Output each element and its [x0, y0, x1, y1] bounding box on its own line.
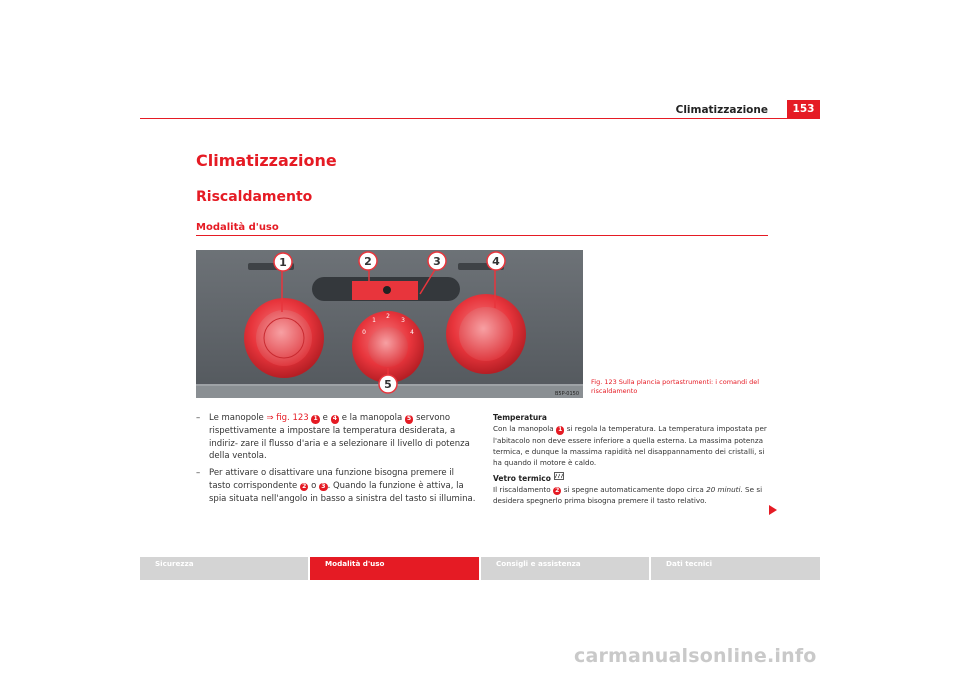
svg-text:1: 1 [372, 317, 376, 324]
callout-3: 3 [433, 255, 441, 268]
page-number: 153 [787, 100, 820, 118]
air-distribution-knob [446, 294, 526, 374]
chapter-title: Climatizzazione [196, 151, 337, 170]
tab-modalita-duso[interactable]: Modalità d'uso [310, 557, 479, 580]
subsection-title: Modalità d'uso [196, 222, 279, 233]
heater-controls-figure [196, 250, 583, 398]
subsection-rule [196, 235, 768, 236]
callout-a5-icon: 5 [405, 415, 414, 424]
svg-text:0: 0 [362, 329, 366, 336]
callout-a2-icon: 2 [553, 487, 562, 496]
watermark: carmanualsonline.info [574, 645, 817, 667]
callout-a1-icon: 1 [556, 426, 565, 435]
section-title: Riscaldamento [196, 189, 313, 205]
callout-a2-icon: 2 [300, 483, 309, 492]
rear-window-paragraph: Il riscaldamento 2 si spegne automaticamente dopo circa 20 minuti. Se si desidera spegnerlo prima bisogna premere il tasto relativo. [493, 484, 763, 505]
figure-reference-link[interactable]: ⇒ fig. 123 [266, 413, 309, 423]
svg-text:2: 2 [386, 313, 390, 320]
callout-4: 4 [492, 255, 500, 268]
bullet-knobs: – Le manopole ⇒ fig. 123 1 e 4 e la manopola 5 servono rispettivamente a impostare la temperatura desiderata, a indiriz- zare il flusso d'aria e a selezionare il livello di potenza della ventola. [196, 413, 470, 462]
right-column [493, 412, 773, 506]
callout-a4-icon: 4 [331, 415, 340, 424]
temperature-knob [244, 298, 324, 378]
svg-text:3: 3 [401, 317, 405, 324]
left-column [196, 412, 476, 510]
callout-a3-icon: 3 [319, 483, 328, 492]
bullet-buttons: – Per attivare o disattivare una funzione bisogna premere il tasto corrispondente 2 o 3 . Quando la funzione è attiva, la spia situata nell'angolo in basso a sinistra del tasto si illumina. [196, 468, 476, 504]
tab-dati-tecnici[interactable]: Dati tecnici [651, 557, 820, 580]
svg-text:4: 4 [410, 329, 414, 336]
rear-window-heading: Vetro termico [493, 472, 773, 484]
temperature-heading: Temperatura [493, 413, 547, 422]
figure-code: B5P-0150 [554, 391, 579, 397]
tab-sicurezza[interactable]: Sicurezza [140, 557, 308, 580]
callout-5: 5 [384, 378, 392, 391]
callout-2: 2 [364, 255, 372, 268]
tab-consigli-e-assistenza[interactable]: Consigli e assistenza [481, 557, 649, 580]
temperature-paragraph: Con la manopola 1 si regola la temperatura. La temperatura impostata per l'abitacolo non deve essere inferiore a quella esterna. La massima potenza termica, e dunque la massima rapidità nel disappannamento dei cristalli, si ha quando il motore è caldo. [493, 424, 767, 467]
next-page-arrow-icon[interactable] [769, 505, 777, 515]
center-switch [383, 286, 391, 294]
callout-a1-icon: 1 [311, 415, 320, 424]
running-header-title: Climatizzazione [675, 104, 768, 116]
rear-window-heater-icon [554, 472, 564, 480]
figure-caption: Fig. 123 Sulla plancia portastrumenti: i comandi del riscaldamento [591, 378, 760, 395]
header-rule [140, 118, 820, 119]
callout-1: 1 [279, 256, 287, 269]
